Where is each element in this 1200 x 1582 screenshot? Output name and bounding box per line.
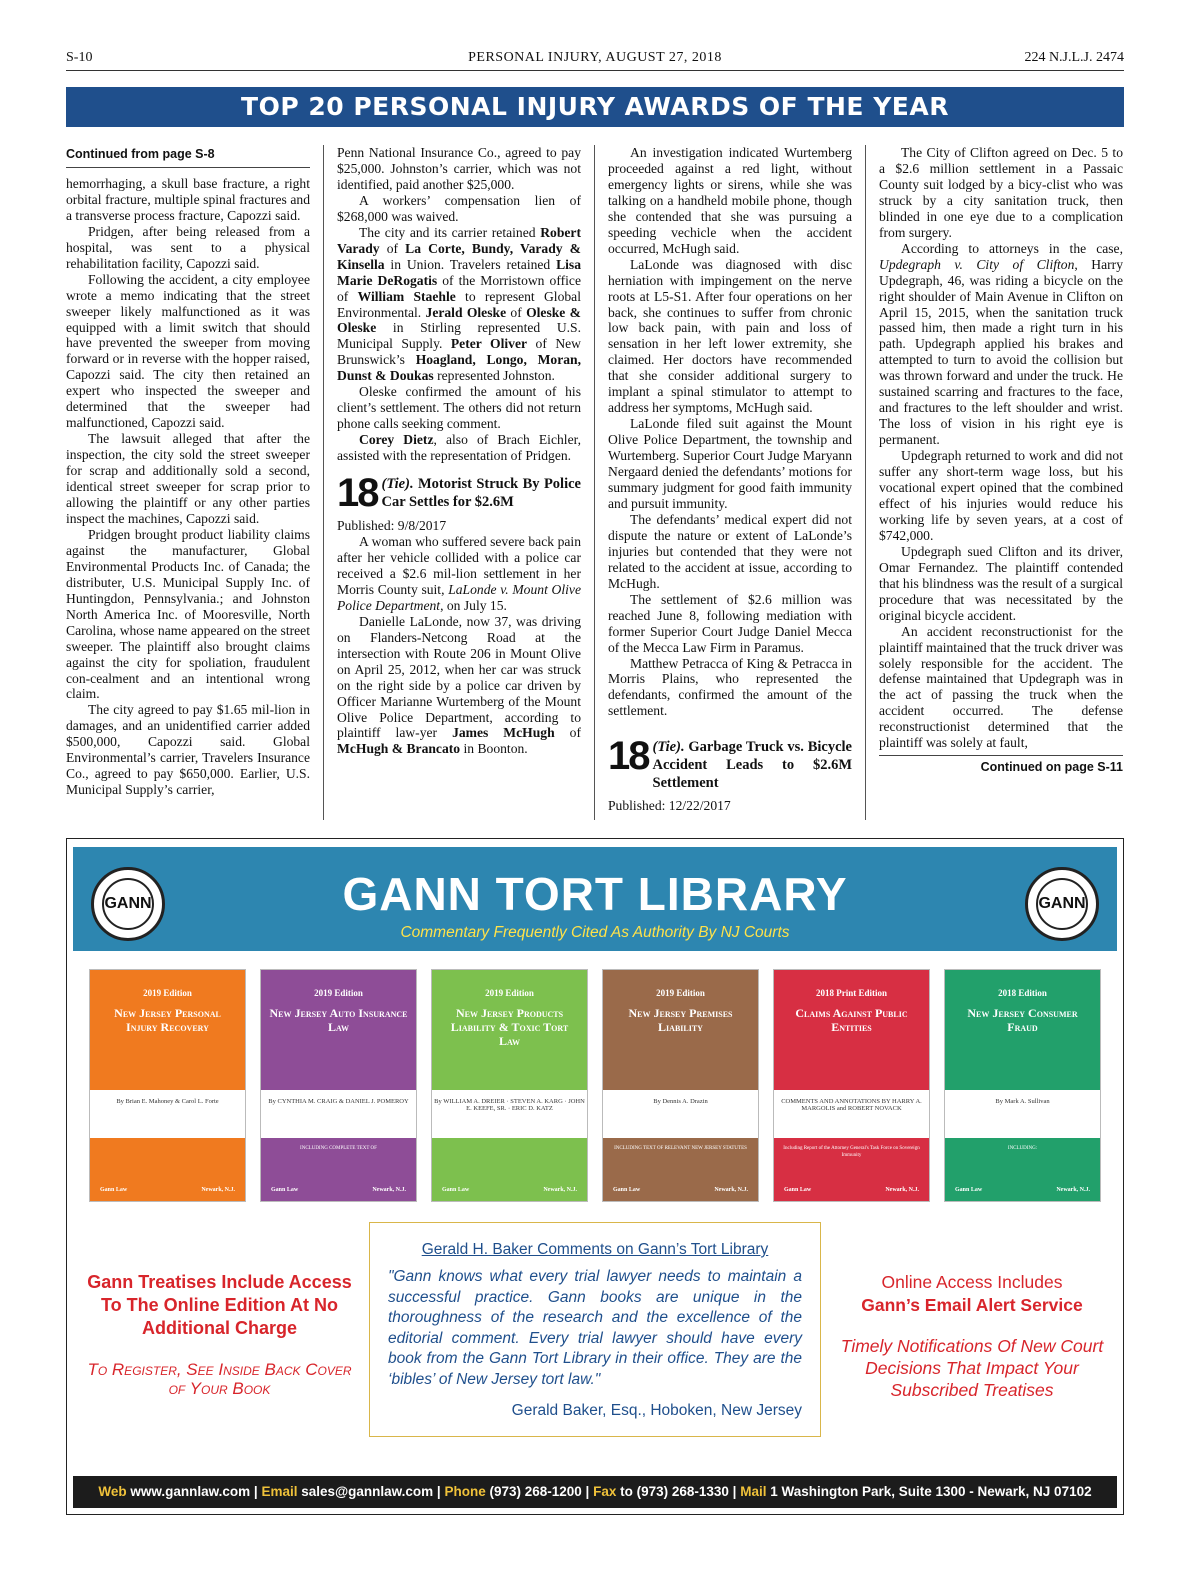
book-title: New Jersey Premises Liability xyxy=(628,1006,733,1034)
paragraph: An investigation indicated Wurtemberg proceeded against a red light, without emergency lights or sirens, while she was talking on a handheld mobile phone, though she contended that she was pursuing a speeding vechicle when the accident occurred, McHugh said. xyxy=(608,145,852,256)
book-publisher: Gann Law xyxy=(613,1187,641,1193)
book-cover xyxy=(89,969,246,1202)
book-authors: COMMENTS AND ANNOTATIONS BY HARRY A. MARGOLIS and ROBERT NOVACK xyxy=(774,1090,929,1138)
paragraph: hemorrhaging, a skull base fracture, a right orbital fracture, multiple spinal fractures and a transverse process fracture, Capozzi said. xyxy=(66,175,310,223)
book-title: New Jersey Consumer Fraud xyxy=(967,1006,1078,1034)
book-authors: By Brian E. Mahoney & Carol L. Forte xyxy=(90,1090,245,1138)
book-edition: 2019 Edition xyxy=(143,988,192,998)
testimonial-heading: Gerald H. Baker Comments on Gann’s Tort Library xyxy=(421,1241,769,1258)
publication-line: PERSONAL INJURY, AUGUST 27, 2018 xyxy=(468,50,722,65)
award-title: (Tie). Garbage Truck vs. Bicycle Accident Leads to $2.6M Settlement xyxy=(652,739,852,792)
book-cover xyxy=(431,969,588,1202)
paragraph: Penn National Insurance Co., agreed to pay $25,000. Johnston’s carrier, which was not identified, paid another $25,000. xyxy=(337,145,581,192)
paragraph: The settlement of $2.6 million was reached June 8, following mediation with former Superior Court Judge Daniel Mecca of the Mecca Law Firm in Paramus. xyxy=(608,591,852,655)
continued-from: Continued from page S-8 xyxy=(66,145,310,168)
award-rank: 18 xyxy=(608,734,649,779)
paragraph: Matthew Petracca of King & Petracca in Morris Plains, who represented the defendants, confirmed the amount of the settlement. xyxy=(608,655,852,719)
mail-address: 1 Washington Park, Suite 1300 - Newark, NJ 07102 xyxy=(766,1484,1092,1499)
book-authors: By Mark A. Sullivan xyxy=(945,1090,1100,1138)
book-includes: Including Report of the Attorney General's Task Force on Sovereign Immunity xyxy=(783,1146,920,1158)
award-title: (Tie). Motorist Struck By Police Car Settles for $2.6M xyxy=(381,476,581,511)
testimonial-box xyxy=(369,1222,821,1437)
phone-number: (973) 268-1200 | xyxy=(485,1484,594,1499)
book-cover xyxy=(944,969,1101,1202)
paragraph: Updegraph sued Clifton and its driver, Omar Fernandez. The plaintiff contended that his blindness was the result of a surgical procedure that was necessitated by the original bicycle accident. xyxy=(879,543,1123,623)
award-heading xyxy=(608,734,852,792)
online-edition-promo: Gann Treatises Include Access To The Online Edition At No Additional Charge To Register, See Inside Back Cover of Your Book xyxy=(87,1272,352,1398)
paragraph: An accident reconstructionist for the plaintiff maintained that the truck driver was solely responsible for the accident. The defense maintained that Updegraph was in the act of passing the truck when the accident occurred. The defense reconstructionist determined that the plaintiff was solely at fault, xyxy=(879,623,1123,751)
book-publisher: Gann Law xyxy=(784,1187,812,1193)
fax-number: to (973) 268-1330 | xyxy=(616,1484,741,1499)
page-header xyxy=(66,50,1124,71)
paragraph: Pridgen brought product liability claims against the manufacturer, Global Environmental Products Inc. of Canada; the distributer, U.S. Municipal Supply Inc. of Huntingdon, Pennsylvania.; and Johnston North America Inc. of Mooresville, North Carolina, whose name appeared on the street sweeper. The plaintiff also brought claims against the city for spoliation, fraudulent con-cealment and an intentional wrong claim. xyxy=(66,526,310,702)
paragraph: The City of Clifton agreed on Dec. 5 to a $2.6 million settlement in a Passaic County suit lodged by a bicy-clist who was struck by a city sanitation truck, then blinded in one eye due to a complication from surgery. xyxy=(879,145,1123,240)
gann-logo-icon: GANN xyxy=(91,867,165,941)
book-authors: By Dennis A. Drazin xyxy=(603,1090,758,1138)
section-banner: TOP 20 PERSONAL INJURY AWARDS OF THE YEAR xyxy=(66,87,1124,127)
ad-title: GANN TORT LIBRARY xyxy=(342,868,848,920)
citation: 224 N.J.L.J. 2474 xyxy=(1024,50,1124,65)
book-edition: 2019 Edition xyxy=(314,988,363,998)
ad-subtitle: Commentary Frequently Cited As Authority By NJ Courts xyxy=(400,924,790,941)
paragraph: LaLonde was diagnosed with disc herniation with impingement on the nerve roots at L5-S1. After four operations on her back, she continues to suffer from chronic low back pain, with pain and loss of sensation in her left lower extremity, she claimed. Her doctors have recommended that she consider additional surgery to implant a spinal stimulator to attempt to address her symptoms, McHugh said. xyxy=(608,256,852,416)
published-date: Published: 12/22/2017 xyxy=(608,798,731,814)
book-city: Newark, N.J. xyxy=(201,1187,235,1193)
testimonial-attribution: Gerald Baker, Esq., Hoboken, New Jersey xyxy=(511,1402,802,1419)
book-city: Newark, N.J. xyxy=(543,1187,577,1193)
book-cover xyxy=(260,969,417,1202)
paragraph: Danielle LaLonde, now 37, was driving on Flanders-Netcong Road at the intersection with Route 206 in Mount Olive on April 25, 2012, when her car was struck on the right side by a police car driven by Officer Marianne Wurtemberg of the Mount Olive Police Department, according to plaintiff law-yer James McHugh of McHugh & Brancato in Boonton. xyxy=(337,613,581,757)
book-city: Newark, N.J. xyxy=(714,1187,748,1193)
book-title: New Jersey Auto Insurance Law xyxy=(269,1006,408,1034)
book-edition: 2018 Edition xyxy=(998,988,1047,998)
paragraph: A woman who suffered severe back pain after her vehicle collided with a police car received a $2.6 mil-lion settlement in her Morris County suit, LaLonde v. Mount Olive Police Department, on July 15. xyxy=(337,534,581,613)
book-city: Newark, N.J. xyxy=(1056,1187,1090,1193)
page-number: S-10 xyxy=(66,50,93,65)
paragraph: Pridgen, after being released from a hospital, was sent to a physical rehabilitation facility, Capozzi said. xyxy=(66,223,310,271)
book-title: Claims Against Public Entities xyxy=(795,1006,908,1034)
paragraph: Corey Dietz, also of Brach Eichler, assisted with the representation of Pridgen. xyxy=(337,432,581,464)
paragraph: Updegraph returned to work and did not suffer any short-term wage loss, but his vocational expert opined that the combined effect of his injuries would reduce his working life by seven years, at a cost of $742,000. xyxy=(879,448,1123,543)
article-column-1 xyxy=(66,145,310,820)
website-link[interactable]: www.gannlaw.com | xyxy=(126,1484,262,1499)
book-authors: By CYNTHIA M. CRAIG & DANIEL J. POMEROY xyxy=(261,1090,416,1138)
book-publisher: Gann Law xyxy=(100,1187,128,1193)
book-city: Newark, N.J. xyxy=(372,1187,406,1193)
award-rank: 18 xyxy=(337,471,378,516)
gann-advertisement xyxy=(66,838,1124,1515)
column-divider xyxy=(594,145,595,820)
award-heading xyxy=(337,471,581,516)
email-alert-promo: Online Access Includes Gann’s Email Alert Service Timely Notifications Of New Court Decisions That Impact Your Subscribed Treatises xyxy=(840,1272,1104,1400)
book-title: New Jersey Personal Injury Recovery xyxy=(114,1006,221,1034)
article-column-3 xyxy=(608,145,852,820)
paragraph: Oleske confirmed the amount of his client’s settlement. The others did not return phone calls seeking comment. xyxy=(337,384,581,432)
testimonial-quote: "Gann knows what every trial lawyer needs to maintain a successful practice. Gann books are unique in the thoroughness of the research and the excellence of the editorial comment. Every trial lawyer should have every book from the Gann Tort Library in their office. They are the ‘bibles’ of New Jersey tort law." xyxy=(388,1268,802,1388)
book-cover xyxy=(602,969,759,1202)
column-divider xyxy=(865,145,866,820)
paragraph: The lawsuit alleged that after the inspection, the city sold the street sweeper for scrap and additionally sold a second, identical street sweeper for scrap prior to allowing the plaintiff or any other parties inspect the machines, Capozzi said. xyxy=(66,431,310,526)
gann-logo-icon: GANN xyxy=(1025,867,1099,941)
book-publisher: Gann Law xyxy=(442,1187,470,1193)
article-column-2 xyxy=(337,145,581,820)
paragraph: Following the accident, a city employee wrote a memo indicating that the street sweeper likely malfunctioned as it was equipped with a limit switch that should have prevented the sweeper from moving forward or in reverse with the hopper raised, Capozzi said. The city then retained an expert who inspected the sweeper and determined that the sweeper had malfunctioned, Capozzi said. xyxy=(66,271,310,431)
book-title: New Jersey Products Liability & Toxic Tort Law xyxy=(450,1006,569,1048)
book-edition: 2019 Edition xyxy=(485,988,534,998)
book-includes: INCLUDING TEXT OF RELEVANT NEW JERSEY STATUTES xyxy=(614,1146,747,1151)
contact-bar: Web www.gannlaw.com | Email sales@gannlaw.com | Phone (973) 268-1200 | Fax to (973) 268-1330 | Mail 1 Washington Park, Suite 1300 - Newark, NJ 07102 xyxy=(73,1476,1117,1508)
book-includes: INCLUDING: xyxy=(1007,1146,1038,1151)
article-column-4 xyxy=(879,145,1123,820)
paragraph-attorneys: The city and its carrier retained Robert Varady of La Corte, Bundy, Varady & Kinsella in Union. Travelers retained Lisa Marie DeRogatis of the Morristown office of William Staehle to represent Global Environmental. Jerald Oleske of Oleske & Oleske in Stirling represented U.S. Municipal Supply. Peter Oliver of New Brunswick’s Hoagland, Longo, Moran, Dunst & Doukas represented Johnston. xyxy=(337,224,581,384)
book-authors: By WILLIAM A. DREIER · STEVEN A. KARG · JOHN E. KEEFE, SR. · ERIC D. KATZ xyxy=(432,1090,587,1138)
paragraph: The defendants’ medical expert did not dispute the nature or extent of LaLonde’s injuries but contended that they were not related to the accident at issue, according to McHugh. xyxy=(608,511,852,591)
book-publisher: Gann Law xyxy=(271,1187,299,1193)
book-city: Newark, N.J. xyxy=(885,1187,919,1193)
paragraph: LaLonde filed suit against the Mount Olive Police Department, the township and Wurtemberg. Superior Court Judge Maryann Nergaard denied the defendants’ motions for summary judgment for good faith immunity and pursuit immunity. xyxy=(608,416,852,511)
paragraph: According to attorneys in the case, Updegraph v. City of Clifton, Harry Updegraph, 46, was riding a bicycle on the right shoulder of Main Avenue in Clifton on April 15, 2015, when the sanitation truck passed him, then made a right turn in his path. Updegraph applied his brakes and attempted to turn to avoid the collision but was thrown forward and under the truck. He sustained scarring and fractures to the face, and fractures to the left shoulder and wrist. The loss of vision in his right eye is permanent. xyxy=(879,240,1123,448)
book-edition: 2019 Edition xyxy=(656,988,705,998)
paragraph: The city agreed to pay $1.65 mil-lion in damages, and an unidentified carrier added $500,000, Capozzi said. Global Environmental’s carrier, Travelers Insurance Co., agreed to pay $650,000. Earlier, U.S. Municipal Supply’s carrier, xyxy=(66,702,310,798)
column-divider xyxy=(323,145,324,820)
book-edition: 2018 Print Edition xyxy=(815,988,887,998)
paragraph: A workers’ compensation lien of $268,000 was waived. xyxy=(337,192,581,224)
ad-header xyxy=(73,847,1117,951)
book-cover xyxy=(773,969,930,1202)
book-includes: INCLUDING COMPLETE TEXT OF xyxy=(300,1146,377,1151)
email-link[interactable]: sales@gannlaw.com | xyxy=(297,1484,445,1499)
book-publisher: Gann Law xyxy=(955,1187,983,1193)
continued-on: Continued on page S-11 xyxy=(879,755,1123,776)
published-date: Published: 9/8/2017 xyxy=(337,518,447,534)
